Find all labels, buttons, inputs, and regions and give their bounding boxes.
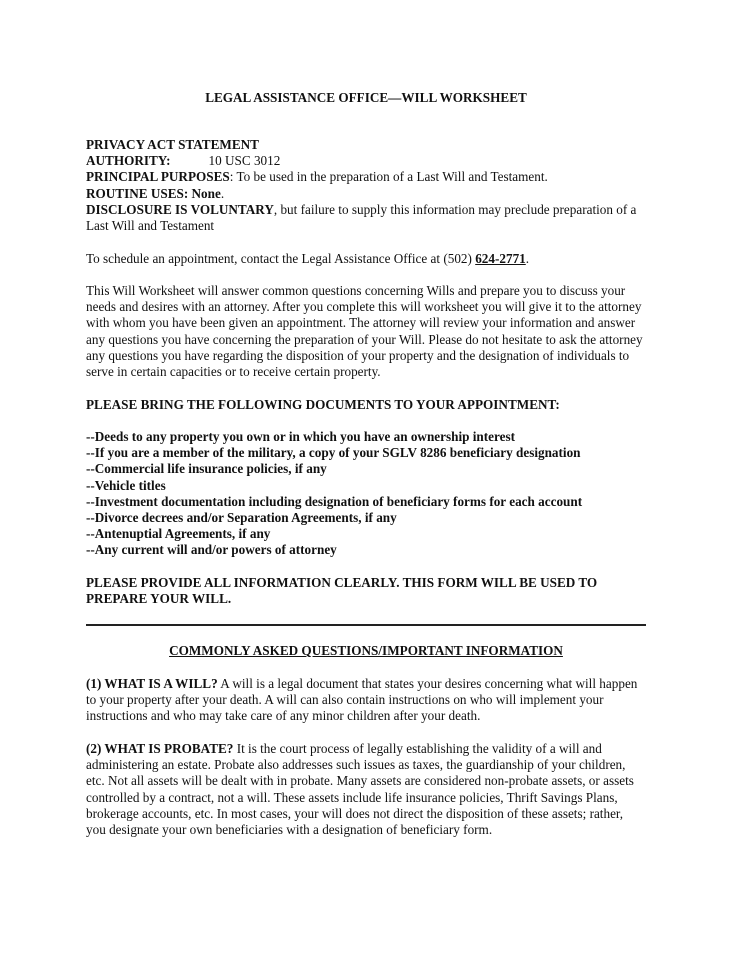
schedule-line xyxy=(86,251,646,267)
q2-text: It is the court process of legally establishing the validity of a will and administering an estate. Probate also addresses such issues as taxes, the guardianship of your children, etc. Not all assets will be dealt with in probate. Many assets are considered non-probate assets, or assets controlled by a contract, not a will. These assets include life insurance policies, Thrift Savings Plans, brokerage accounts, etc. In most cases, your will does not direct the disposition of these assets; rather, you designate your own beneficiaries with a designation of beneficiary form. xyxy=(86,741,634,838)
list-item: --Any current will and/or powers of attorney xyxy=(86,542,337,558)
q1-text: A will is a legal document that states your desires concerning what will happen to your property after your death. A will can also contain instructions on who will implement your instructions and who may take care of any minor children after your death. xyxy=(86,676,638,724)
schedule-end: . xyxy=(525,251,530,266)
page-title: LEGAL ASSISTANCE OFFICE—WILL WORKSHEET xyxy=(205,90,527,105)
purposes-label: PRINCIPAL PURPOSES xyxy=(86,169,230,185)
routine-uses-label: ROUTINE USES: None xyxy=(86,185,221,201)
schedule-text: To schedule an appointment, contact the Legal Assistance Office at (502) xyxy=(86,251,476,266)
intro-paragraph: This Will Worksheet will answer common questions concerning Wills and prepare you to discuss your needs and desires with an attorney. After you complete this will worksheet you will give it to the attorney with whom you have been given an appointment. The attorney will review your information and answer any questions you have concerning the preparation of your Will. Please do not hesitate to ask the attorney any questions you have regarding the disposition of your property and the designation of individuals to serve in certain capacities or to receive certain property. xyxy=(86,283,643,380)
purposes-text: : To be used in the preparation of a Last Will and Testament. xyxy=(229,169,548,185)
routine-uses-end: . xyxy=(220,185,225,201)
faq-q2 xyxy=(86,741,646,838)
disclosure-text: , but failure to supply this information may preclude preparation of a Last Will and Testament xyxy=(86,201,637,234)
list-item: --Vehicle titles xyxy=(86,477,166,493)
documents-list xyxy=(86,429,646,559)
authority-label: AUTHORITY: xyxy=(86,153,171,169)
list-item: --Commercial life insurance policies, if any xyxy=(86,461,327,477)
faq-title: COMMONLY ASKED QUESTIONS/IMPORTANT INFORMATION xyxy=(169,643,563,658)
disclosure-label: DISCLOSURE IS VOLUNTARY xyxy=(86,201,274,217)
list-item: --Antenuptial Agreements, if any xyxy=(86,526,271,542)
section-divider xyxy=(86,624,646,626)
phone-number: 624-2771 xyxy=(475,251,526,266)
list-item: --If you are a member of the military, a copy of your SGLV 8286 beneficiary designation xyxy=(86,445,581,461)
authority-value: 10 USC 3012 xyxy=(208,153,281,169)
list-item: --Deeds to any property you own or in which you have an ownership interest xyxy=(86,429,515,444)
privacy-act-statement xyxy=(86,137,646,234)
list-item: --Divorce decrees and/or Separation Agreements, if any xyxy=(86,510,397,526)
provide-notice: PLEASE PROVIDE ALL INFORMATION CLEARLY. THIS FORM WILL BE USED TO PREPARE YOUR WILL. xyxy=(86,575,598,607)
faq-q1 xyxy=(86,676,646,725)
documents-heading: PLEASE BRING THE FOLLOWING DOCUMENTS TO YOUR APPOINTMENT: xyxy=(86,397,560,412)
q1-label: (1) WHAT IS A WILL? xyxy=(86,676,218,691)
q2-label: (2) WHAT IS PROBATE? xyxy=(86,741,234,756)
privacy-heading: PRIVACY ACT STATEMENT xyxy=(86,137,259,152)
list-item: --Investment documentation including designation of beneficiary forms for each account xyxy=(86,493,583,509)
